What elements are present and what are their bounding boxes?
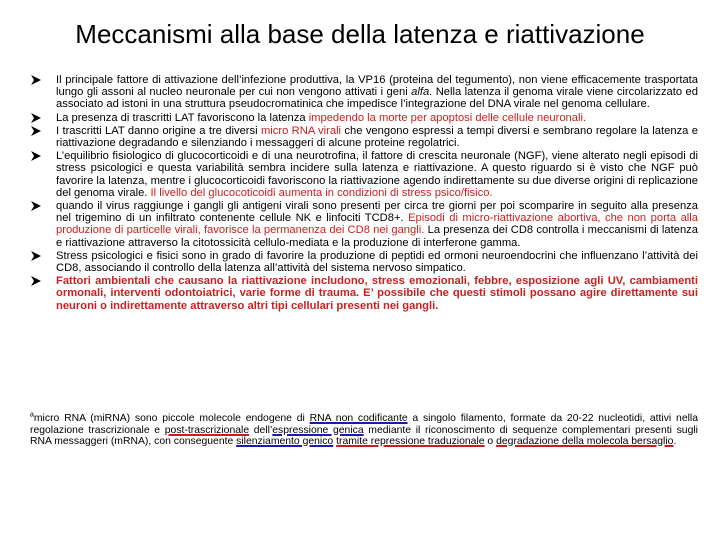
arrow-bullet-icon — [30, 150, 42, 162]
list-item — [30, 112, 698, 124]
bullet-highlight: Il livello del glucocoticoidi aumenta in condizioni di stress psico/fisico. — [150, 186, 493, 199]
list-item — [30, 74, 698, 111]
arrow-bullet-icon — [30, 250, 42, 262]
arrow-bullet-icon — [30, 125, 42, 137]
page-title: Meccanismi alla base della latenza e riattivazione — [75, 19, 645, 49]
list-item — [30, 275, 698, 312]
list-item — [30, 250, 698, 274]
bullet-text: I trascritti LAT danno origine a tre diversi — [56, 124, 261, 137]
footnote-underlined-term: silenziamento genico — [236, 436, 334, 448]
arrow-bullet-icon — [30, 74, 42, 86]
footnote-text: . — [673, 436, 677, 448]
footnote-text: mediante il riconoscimento di sequenze complementari presenti sugli RNA messaggeri (mRNA), con conseguente — [30, 424, 698, 448]
arrow-bullet-icon — [30, 112, 42, 124]
bullet-italic: alfa — [411, 86, 430, 99]
bullet-text: La presenza dei CD8 controlla i meccanismi di latenza e riattivazione attraverso la citotossicità cellulo-mediata e la produzione di interferone gamma. — [56, 224, 698, 249]
bullet-text: Stress psicologici e fisici sono in grado di favorire la produzione di peptidi ed ormoni neuroendocrini che influenzano l’attività dei CD8, associando il controllo della latenza all’attività del sistema nervoso simpatico. — [56, 249, 698, 275]
arrow-bullet-icon — [30, 275, 42, 287]
list-item — [30, 200, 698, 249]
footnote-underlined-term: tramite repressione traduzionale — [336, 436, 485, 448]
footnote — [30, 413, 698, 448]
bullet-text: . Nella latenza il genoma virale viene circolarizzato ed associato ad istoni in una struttura pseudocromatinica che impedisce l’integrazione del DNA virale nel genoma cellulare. — [56, 86, 698, 111]
bullet-list — [30, 74, 698, 313]
bullet-text: quando il virus raggiunge i gangli gli antigeni virali sono presenti per circa tre giorni per poi scomparire in seguito alla presenza nel trigemino di un infiltrato contenente cellule NK e linfociti TCD8+. — [56, 200, 698, 225]
list-item — [30, 150, 698, 199]
bullet-highlight: Fattori ambientali che causano la riattivazione includono, stress emozionali, febbre, esposizione agli UV, cambiamenti ormonali, interventi odontoiatrici, varie forme di trauma. E’ possibile che questi stimoli possano agire direttamente sui neuroni o indirettamente attraverso altri tipi cellulari presenti nei gangli. — [56, 275, 698, 312]
footnote-text: a singolo filamento, formate da 20-22 nucleotidi, attivi nella regolazione trascrizionale e — [30, 413, 698, 436]
footnote-marker: a — [30, 411, 34, 419]
footnote-underlined-term: degradazione della molecola bersaglio — [496, 436, 674, 448]
footnote-underlined-term: post-trascrizionale — [164, 424, 250, 436]
arrow-bullet-icon — [30, 200, 42, 212]
bullet-text: che vengono espressi a tempi diversi e sembrano regolare la latenza e riattivazione degradando e silenziando i messaggeri di alcune proteine regolatrici. — [56, 124, 698, 150]
bullet-text: La presenza di trascritti LAT favoriscono la latenza — [56, 111, 309, 124]
bullet-text: L’equilibrio fisiologico di glucocorticoidi e di una neurotrofina, il fattore di crescita neuronale (NGF), viene alterato negli episodi di stress psicologici e questa variabilità sembra incidere sulla latenza e riattivazione. A questo riguardo si è visto che NGF può favorire la latenza, mentre i glucocorticoidi favoriscono la riattivazione agendo indirettamente su due diverse origini di replicazione del genoma virale. — [56, 150, 698, 199]
footnote-text: dell’ — [249, 424, 273, 436]
bullet-highlight: impedendo la morte per apoptosi delle cellule neuronali. — [308, 111, 587, 124]
bullet-highlight: Episodi di micro-riattivazione abortiva, che non porta alla produzione di particelle virali, favorisce la permanenza dei CD8 nei gangli. — [56, 212, 699, 237]
footnote-text: o — [484, 436, 497, 448]
bullet-text: Il principale fattore di attivazione dell’infezione produttiva, la VP16 (proteina del tegumento), non viene efficacemente trasportata lungo gli assoni al nucleo neuronale per cui non vengono attivati i geni — [56, 74, 698, 99]
footnote-text: micro RNA (miRNA) sono piccole molecole endogene di — [33, 413, 310, 424]
footnote-underlined-term: RNA non codificante — [309, 413, 408, 424]
footnote-underlined-term: espressione genica — [272, 424, 364, 436]
list-item — [30, 125, 698, 149]
bullet-highlight: micro RNA virali — [260, 124, 342, 137]
